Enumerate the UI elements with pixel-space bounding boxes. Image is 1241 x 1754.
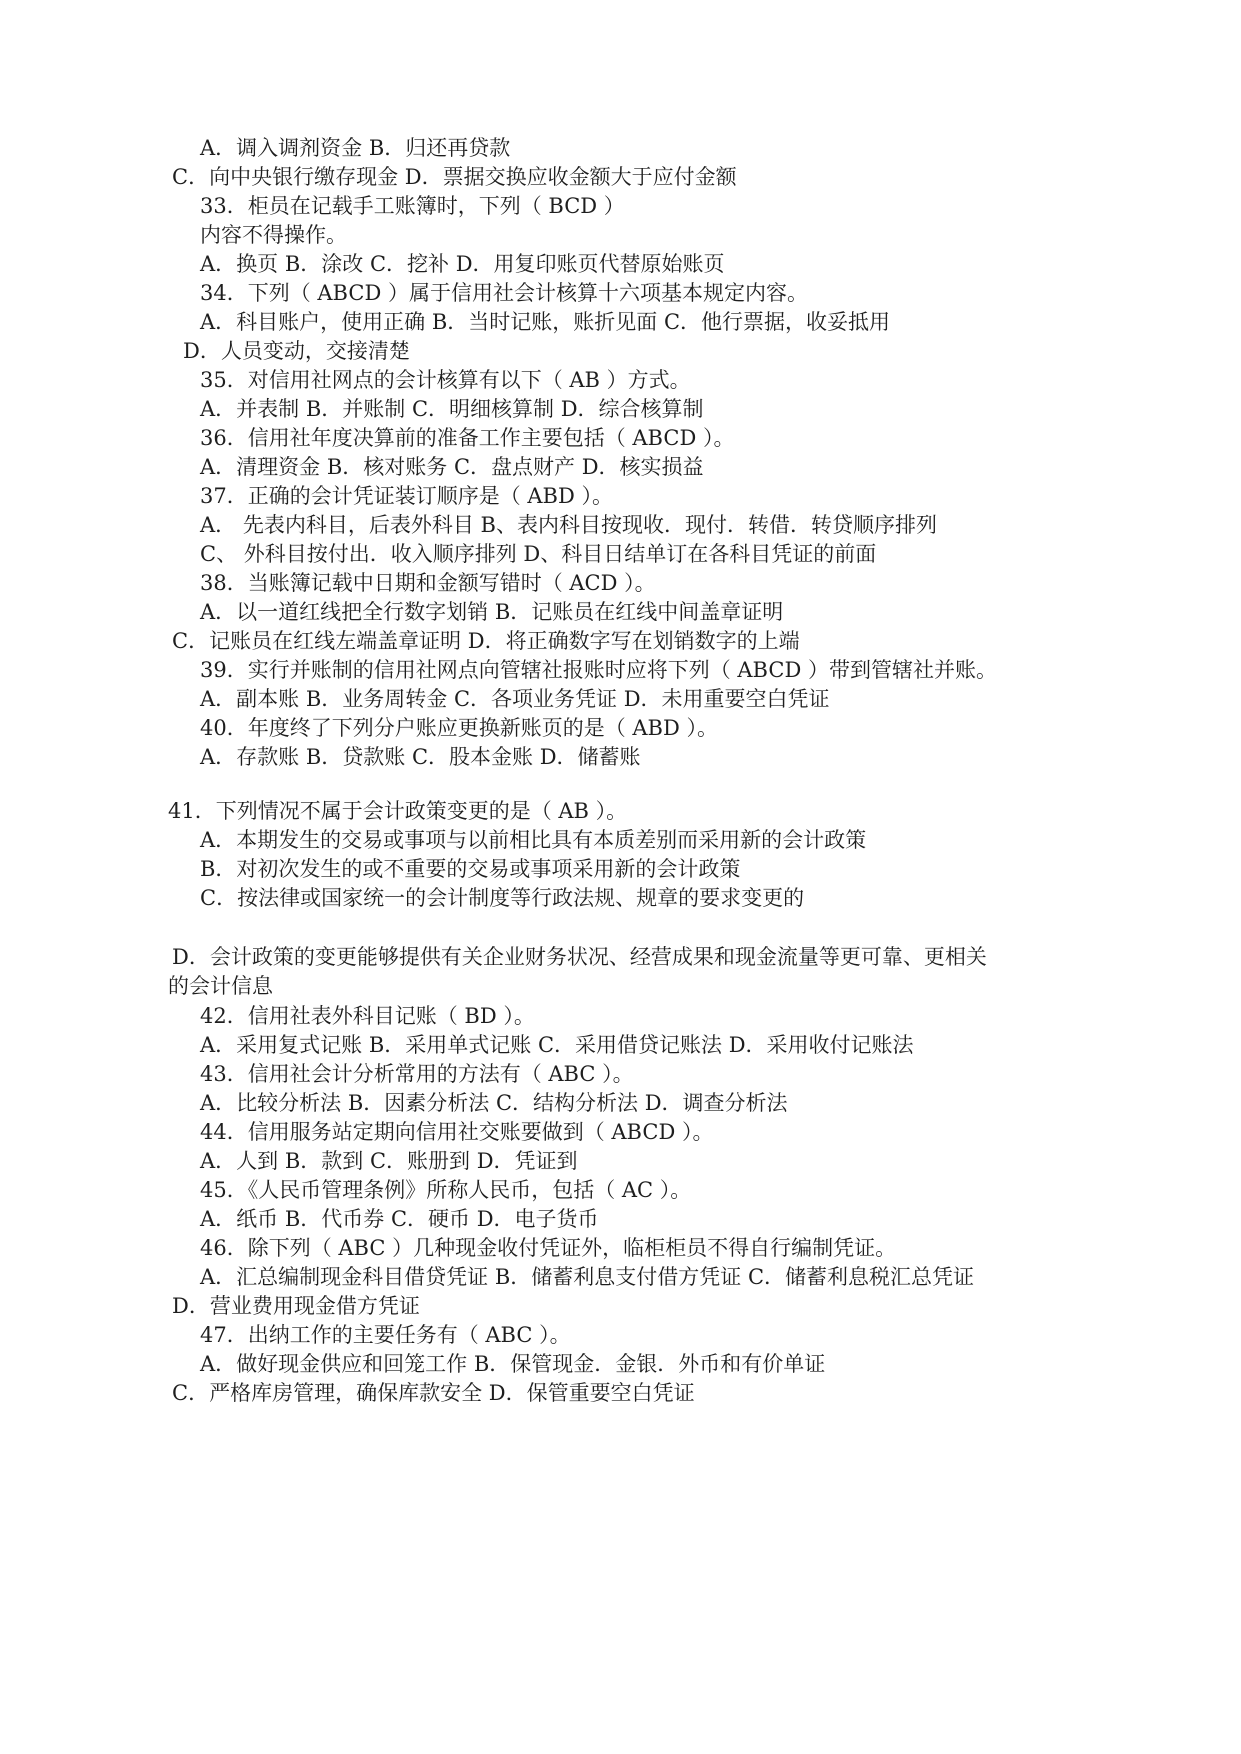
text-line: B．对初次发生的或不重要的交易或事项采用新的会计政策 [200,857,741,881]
text-line: C．按法律或国家统一的会计制度等行政法规、规章的要求变更的 [200,886,805,910]
text-line: 的会计信息 [168,974,273,998]
text-line: A．存款账 B．贷款账 C．股本金账 D．储蓄账 [200,745,641,769]
text-line: 47．出纳工作的主要任务有（ ABC ）。 [200,1323,571,1347]
text-line: 38．当账簿记载中日期和金额写错时（ ACD ）。 [200,571,656,595]
text-line: 43．信用社会计分析常用的方法有（ ABC ）。 [200,1062,634,1086]
text-line: A．调入调剂资金 B．归还再贷款 [200,136,511,160]
text-line: A．换页 B．涂改 C．挖补 D．用复印账页代替原始账页 [200,252,725,276]
text-line: 42．信用社表外科目记账（ BD ）。 [200,1004,535,1028]
text-line: A．比较分析法 B．因素分析法 C．结构分析法 D．调查分析法 [200,1091,788,1115]
text-line: C．记账员在红线左端盖章证明 D．将正确数字写在划销数字的上端 [172,629,800,653]
text-line: A．并表制 B．并账制 C．明细核算制 D．综合核算制 [200,397,704,421]
text-line: C、 外科目按付出．收入顺序排列 D、科目日结单订在各科目凭证的前面 [200,542,877,566]
text-line: 40．年度终了下列分户账应更换新账页的是（ ABD ）。 [200,716,719,740]
text-line: 46．除下列（ ABC ）几种现金收付凭证外，临柜柜员不得自行编制凭证。 [200,1236,897,1260]
text-line: A．本期发生的交易或事项与以前相比具有本质差别而采用新的会计政策 [200,828,867,852]
text-line: 34．下列（ ABCD ）属于信用社会计核算十六项基本规定内容。 [200,281,808,305]
text-line: D．人员变动，交接清楚 [183,339,410,363]
text-line: A． 先表内科目，后表外科目 B、表内科目按现收．现付．转借．转贷顺序排列 [200,513,937,537]
text-line: 44．信用服务站定期向信用社交账要做到（ ABCD ）。 [200,1120,714,1144]
text-line: A．汇总编制现金科目借贷凭证 B．储蓄利息支付借方凭证 C．储蓄利息税汇总凭证 [200,1265,975,1289]
text-line: 内容不得操作。 [200,223,347,247]
text-line: A．做好现金供应和回笼工作 B．保管现金．金银．外币和有价单证 [200,1352,826,1376]
text-line: 36．信用社年度决算前的准备工作主要包括（ ABCD ）。 [200,426,735,450]
text-line: 35．对信用社网点的会计核算有以下（ AB ）方式。 [200,368,691,392]
text-line: A．采用复式记账 B．采用单式记账 C．采用借贷记账法 D．采用收付记账法 [200,1033,914,1057]
text-line: A．副本账 B．业务周转金 C．各项业务凭证 D．未用重要空白凭证 [200,687,830,711]
text-line: 37．正确的会计凭证装订顺序是（ ABD ）。 [200,484,614,508]
text-line: 41．下列情况不属于会计政策变更的是（ AB ）。 [168,799,628,823]
text-line: D．会计政策的变更能够提供有关企业财务状况、经营成果和现金流量等更可靠、更相关 [172,945,987,969]
text-line: 33．柜员在记载手工账簿时，下列（ BCD ） [200,194,625,218]
text-line: A．人到 B．款到 C．账册到 D．凭证到 [200,1149,578,1173]
text-line: C．向中央银行缴存现金 D．票据交换应收金额大于应付金额 [172,165,737,189]
text-line: A．以一道红线把全行数字划销 B．记账员在红线中间盖章证明 [200,600,784,624]
text-line: A．清理资金 B．核对账务 C．盘点财产 D．核实损益 [200,455,704,479]
text-line: C．严格库房管理，确保库款安全 D．保管重要空白凭证 [172,1381,695,1405]
text-line: 39．实行并账制的信用社网点向管辖社报账时应将下列（ ABCD ）带到管辖社并账。 [200,658,997,682]
text-line: A．纸币 B．代币券 C．硬币 D．电子货币 [200,1207,599,1231]
text-line: D．营业费用现金借方凭证 [172,1294,420,1318]
text-line: 45．《人民币管理条例》所称人民币，包括（ AC ）。 [200,1178,692,1202]
text-line: A．科目账户，使用正确 B．当时记账，账折见面 C．他行票据，收妥抵用 [200,310,891,334]
